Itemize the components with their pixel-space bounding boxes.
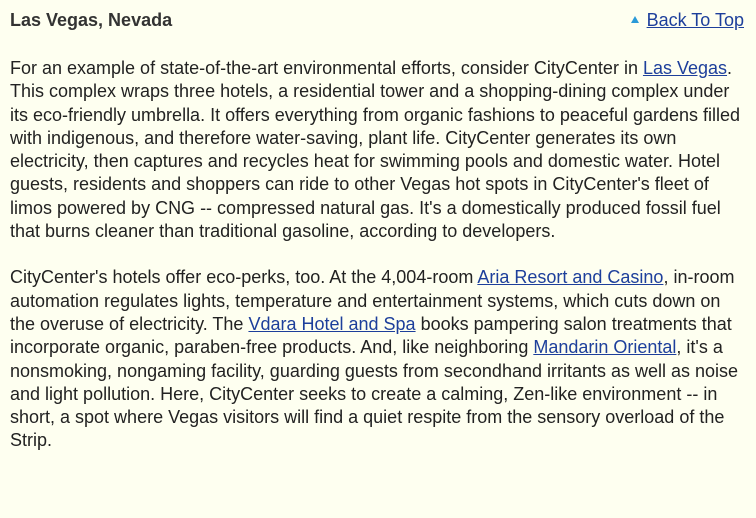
las-vegas-link[interactable]: Las Vegas xyxy=(642,58,728,78)
paragraph-text: , in-room automation regulates lights, temperature and entertainment systems, which cuts down on the overuse of electricity. The xyxy=(10,267,735,334)
aria-resort-link[interactable]: Aria Resort and Casino xyxy=(477,267,664,288)
paragraph-citycenter-overview xyxy=(10,57,746,243)
section-title: Las Vegas, Nevada xyxy=(10,10,173,30)
mandarin-oriental-link[interactable]: Mandarin Oriental xyxy=(533,337,677,358)
article-content xyxy=(10,57,746,476)
paragraph-text: For an example of state-of-the-art environmental efforts, consider CityCenter in xyxy=(10,58,643,78)
section-header xyxy=(10,8,746,34)
paragraph-text: CityCenter's hotels offer eco-perks, too. At the 4,004-room xyxy=(10,267,478,288)
paragraph-hotel-eco-perks xyxy=(10,266,746,452)
paragraph-text: , it's a nonsmoking, nongaming facility, guarding guests from secondhand irritants as well as noise and light pollution. Here, CityCenter seeks to create a calming, Zen-like environment -- in short, a spot where Vegas visitors will find a quiet respite from the sensory overload of the Strip. xyxy=(10,337,739,451)
paragraph-text: books pampering salon treatments that incorporate organic, paraben-free products. And, like neighboring xyxy=(10,313,732,358)
paragraph-text: . This complex wraps three hotels, a residential tower and a shopping-dining complex under its eco-friendly umbrella. It offers everything from organic fashions to peaceful gardens filled with indigenous, and therefore water-saving, plant life. CityCenter generates its own electricity, then captures and recycles heat for swimming pools and domestic water. Hotel guests, residents and shoppers can ride to other Vegas hot spots in CityCenter's fleet of limos powered by CNG -- compressed natural gas. It's a domestically produced fossil fuel that burns cleaner than traditional gasoline, according to developers. xyxy=(10,58,741,242)
back-to-top[interactable] xyxy=(631,10,744,31)
up-triangle-icon xyxy=(631,16,639,23)
vdara-hotel-link[interactable]: Vdara Hotel and Spa xyxy=(248,313,416,334)
back-to-top-link[interactable]: Back To Top xyxy=(646,10,744,30)
